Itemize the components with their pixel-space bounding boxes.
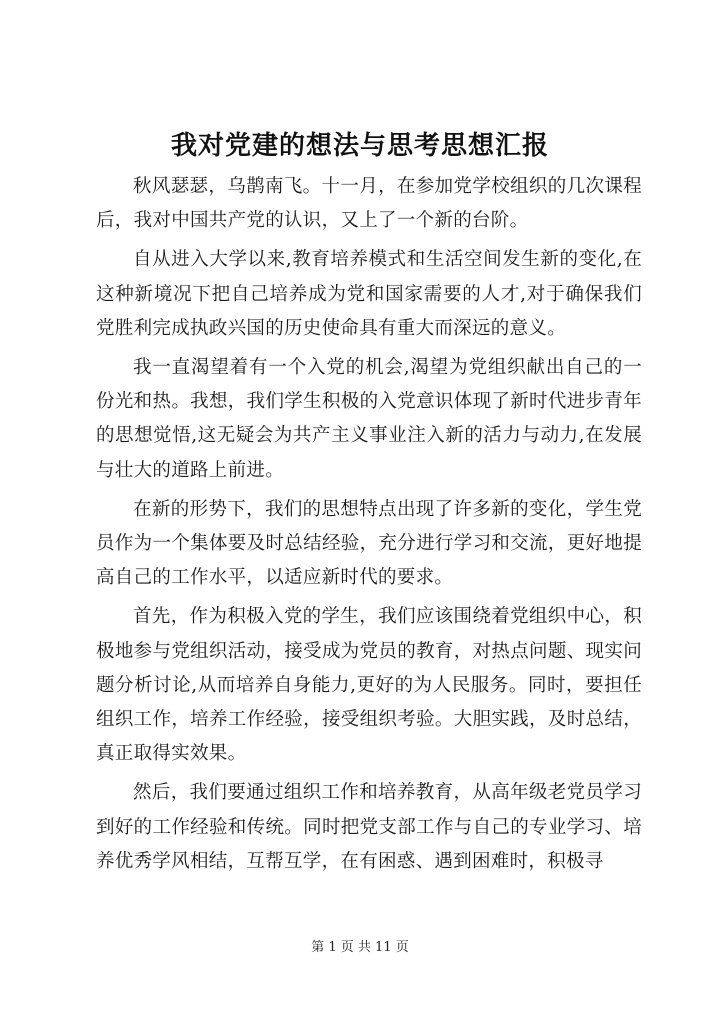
document-body: [96, 170, 642, 884]
document-title: 我对党建的想法与思考思想汇报: [170, 131, 549, 161]
paragraph-2: 自从进入大学以来,教育培养模式和生活空间发生新的变化,在这种新境况下把自己培养成为党和国家需要的人才,对于确保我们党胜利完成执政兴国的历史使命具有重大而深远的意义。: [96, 249, 642, 339]
paragraph-6: 然后，我们要通过组织工作和培养教育，从高年级老党员学习到好的工作经验和传统。同时把党支部工作与自己的专业学习、培养优秀学风相结，互帮互学，在有困惑、遇到困难时，积极寻: [96, 782, 642, 872]
paragraph-5: 首先，作为积极入党的学生，我们应该围绕着党组织中心，积极地参与党组织活动，接受成为党员的教育，对热点问题、现实问题分析讨论,从而培养自身能力,更好的为人民服务。同时，要担任组织工作，培养工作经验，接受组织考验。大胆实践，及时总结，真正取得实效果。: [96, 606, 642, 765]
paragraph-1: 秋风瑟瑟，乌鹊南飞。十一月，在参加党学校组织的几次课程后，我对中国共产党的认识，又上了一个新的台阶。: [96, 176, 642, 232]
page-number-footer: 第 1 页 共 11 页: [311, 940, 409, 955]
paragraph-3: 我一直渴望着有一个入党的机会,渴望为党组织献出自己的一份光和热。我想，我们学生积极的入党意识体现了新时代进步青年的思想觉悟,这无疑会为共产主义事业注入新的活力与动力,在发展与壮大的道路上前进。: [96, 357, 642, 481]
paragraph-4: 在新的形势下，我们的思想特点出现了许多新的变化，学生党员作为一个集体要及时总结经验，充分进行学习和交流，更好地提高自己的工作水平，以适应新时代的要求。: [96, 498, 642, 589]
